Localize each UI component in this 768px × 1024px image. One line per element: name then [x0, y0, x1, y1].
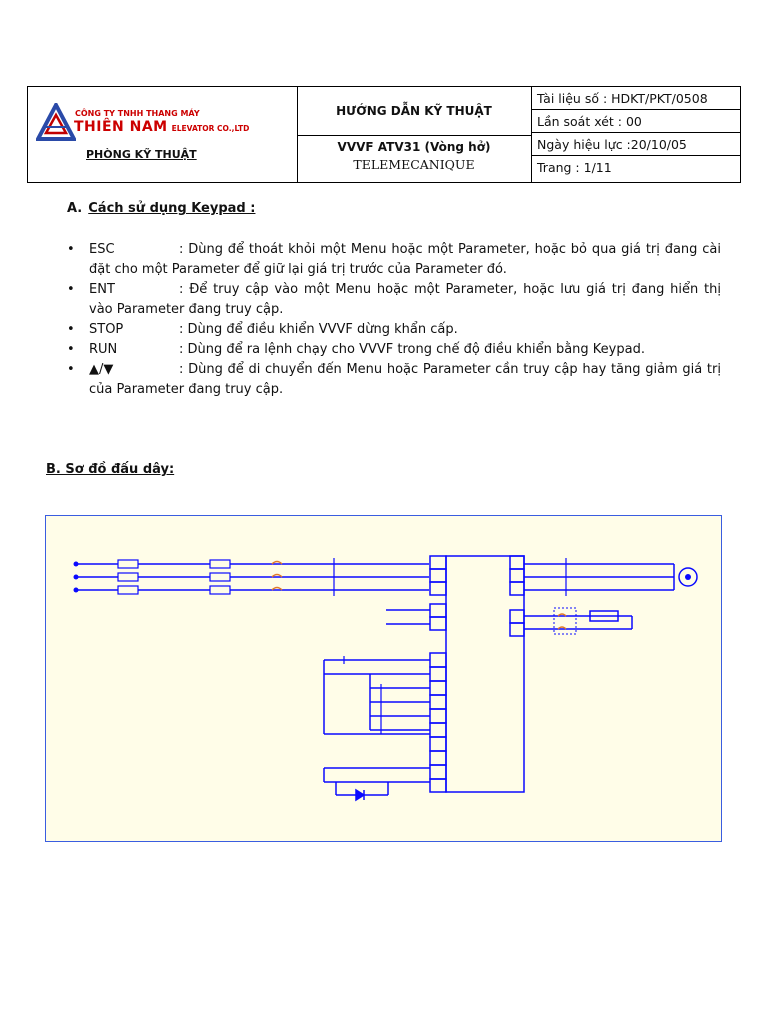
bullet-icon: •: [67, 242, 75, 257]
doc-info-cell: [531, 87, 740, 182]
brand-main: THIÊN NAM: [74, 119, 168, 135]
key-name: ESC: [89, 242, 115, 257]
brand-name: [74, 119, 249, 135]
triangle-logo-icon: [36, 103, 76, 143]
key-description: : Dùng để điều khiển VVVF dừng khẩn cấp.: [179, 322, 458, 337]
key-description: : Để truy cập vào một Menu hoặc một Parameter, hoặc lưu giá trị đang hiển thị vào Parameter đang truy cập.: [89, 282, 721, 317]
key-description: : Dùng để di chuyển đến Menu hoặc Parameter cần truy cập hay tăng giảm giá trị của Parameter đang truy cập.: [89, 362, 721, 397]
key-name: STOP: [89, 322, 124, 337]
company-name: CÔNG TY TNHH THANG MÁY: [75, 109, 200, 118]
brand-suffix: ELEVATOR CO.,LTD: [171, 124, 250, 133]
bullet-icon: •: [67, 342, 75, 357]
key-name: RUN: [89, 342, 118, 357]
list-item: [67, 320, 721, 340]
key-description: : Dùng để thoát khỏi một Menu hoặc một Parameter, hoặc bỏ qua giá trị đang cài đặt cho một Parameter để giữ lại giá trị trước của Parameter đó.: [89, 242, 721, 277]
section-a-marker: A.: [67, 201, 83, 216]
doc-page: Trang : 1/11: [537, 160, 612, 175]
bullet-icon: •: [67, 322, 75, 337]
list-item: [67, 340, 721, 360]
keypad-list: [67, 240, 721, 400]
key-name: ENT: [89, 282, 115, 297]
bullet-icon: •: [67, 282, 75, 297]
list-item: [67, 280, 721, 320]
list-item: [67, 360, 721, 400]
logo-cell: [28, 87, 298, 182]
doc-brand: TELEMECANIQUE: [353, 157, 475, 172]
section-a-heading: [67, 201, 255, 216]
key-name: ▲/▼: [89, 362, 114, 377]
doc-title: HƯỚNG DẪN KỸ THUẬT: [297, 87, 531, 136]
section-a-title: Cách sử dụng Keypad :: [88, 201, 256, 216]
doc-number: Tài liệu số : HDKT/PKT/0508: [531, 87, 740, 110]
doc-subtitle-block: [297, 136, 531, 182]
doc-subtitle: VVVF ATV31 (Vòng hở): [337, 140, 491, 154]
wiring-diagram-svg: [46, 516, 721, 841]
key-description: : Dùng để ra lệnh chạy cho VVVF trong chế độ điều khiển bằng Keypad.: [179, 342, 645, 357]
section-b-heading: B. Sơ đồ đấu dây:: [46, 462, 175, 477]
wiring-diagram: [45, 515, 722, 842]
list-item: [67, 240, 721, 280]
doc-revision: Lần soát xét : 00: [531, 110, 740, 133]
bullet-icon: •: [67, 362, 75, 377]
title-cell: [297, 87, 532, 182]
doc-effective-date: Ngày hiệu lực :20/10/05: [531, 133, 740, 156]
department-label: PHÒNG KỸ THUẬT: [86, 148, 197, 161]
document-header: [27, 86, 741, 183]
